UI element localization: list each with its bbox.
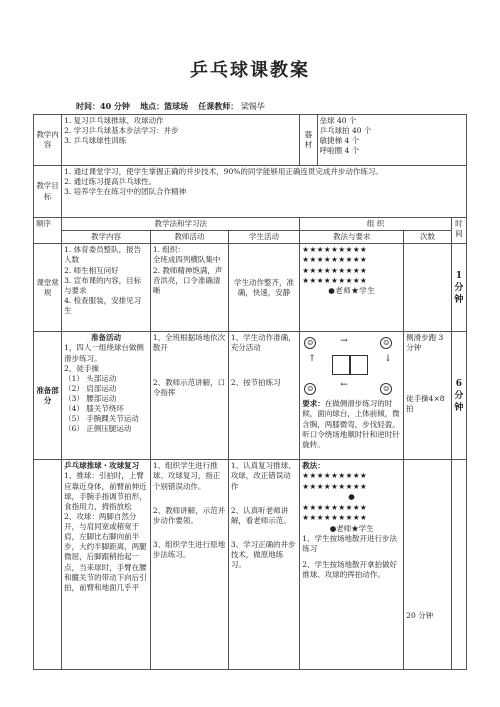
teacher-student-legend: ●老师★学生: [329, 523, 374, 533]
routine-label: 课堂常规: [34, 244, 62, 332]
review-teacher: 1、组织学生进行推球、攻球复习，指正个别错误动作。 2、教师讲解，示范并步动作要领。 3、组织学生进行原地步法练习。: [150, 460, 228, 670]
smiley-icon: ☺: [304, 337, 316, 349]
teacher-student-legend: ●老师★学生: [328, 285, 376, 295]
warmup-content: 准备活动 1，四人一组绕球台做侧滑步练习。 2，徒手操 （1） 头部运动 （2） 肩部运动 （3） 腰部运动 （4） 膝关节绕环 （5） 手腕踝关节运动 （6） 正侧压腿运动: [62, 332, 151, 460]
method-requirement-header: 教法与要求: [300, 231, 404, 244]
count-header: 次数: [404, 231, 452, 244]
review-content: 乒乓球推球・攻球复习 1、推球：引拍时，上臂应靠近身体，前臂前伸近球，手腕手指调节拍形，食指用力，拇指放松 2、攻球：两脚自然分开，与肩同宽或稍宽于肩，左脚比右脚向前半步，大约半脚距离，两腿微屈，后脚跟稍抬起一点，当来球时，手臂在腰和髋关节的带动下向后引拍，前臂和地面几乎平: [62, 460, 151, 670]
time-info: 时间：40 分钟: [76, 101, 130, 111]
review-method: 教法： ★★★★★★★★★ ★★★★★★★★★ ● ★★★★★★★★★ ★★★★★★★★★ ●老师★学生 1、学生按场地散开进行步法练习 2、学生按场地散开拿拍做好推球、攻球的挥拍动作。: [300, 460, 404, 670]
content-header: 教学内容: [62, 231, 151, 244]
arrow-right-icon: →: [340, 336, 348, 347]
teacher-activity-header: 教师活动: [150, 231, 228, 244]
warmup-count: 侧滑步跑 3 分钟 徒手操4×8拍: [404, 332, 452, 460]
teacher-label: 任课教师：: [198, 101, 239, 111]
equipment-label: 器材: [300, 115, 317, 166]
routine-time: 1分钟: [451, 244, 466, 332]
time-header: 时间: [451, 218, 466, 244]
methods-header: 教学法和学习法: [62, 218, 300, 231]
warmup-student: 1、学生动作准确，充分活动 2、按节拍练习: [228, 332, 299, 460]
order-header: 顺序: [34, 218, 62, 244]
smiley-icon: ☺: [304, 383, 316, 395]
review-student: 1、认真复习推球、攻球，改正错误动作 2、认真听老师讲解，看老师示范。 3、学习正确的并步技术，做原地练习。: [228, 460, 299, 670]
goals-list: 1. 通过课堂学习，使学生掌握正确的并步技术，90%的同学能够用正确连贯完成并步动作练习。 2. 通过练习提高乒乓球性。 3. 培养学生在练习中的团队合作精神: [62, 166, 467, 218]
warmup-label: 准备部分: [34, 332, 62, 460]
requirement-label: 要求：: [302, 399, 325, 409]
routine-formation: ★★★★★★★★★ ★★★★★★★★★ ★★★★★★★★★ ★★★★★★★★★ ●老师★学生: [300, 244, 404, 332]
routine-content: 1. 体育委员整队，报告人数 2. 师生相互问好 3. 宣布课的内容，目标与要求 4. 检查服装，安排见习生: [62, 244, 151, 332]
organization-header: 组 织: [300, 218, 452, 231]
review-count: 20 分钟: [404, 460, 452, 670]
warmup-teacher: 1、全班根据场地依次散开 2、教师示范讲解，口令指挥: [150, 332, 228, 460]
student-activity-header: 学生活动: [228, 231, 299, 244]
warmup-method: [300, 332, 404, 460]
table-rotation-diagram: [302, 335, 401, 397]
smiley-icon: ☺: [380, 383, 392, 395]
routine-student: 学生动作整齐，准确，快速，安静: [228, 244, 299, 332]
table-net-line: [349, 355, 351, 375]
review-formation: ★★★★★★★★★ ★★★★★★★★★ ● ★★★★★★★★★ ★★★★★★★★★: [302, 471, 368, 523]
page-title: 乒乓球课教案: [190, 60, 310, 81]
warmup-requirement: 在做侧滑步练习的时候，面向球台，上体前倾，微含胸，两膝微弯，步伐轻盈。听口令绕场地顺时针和逆时针旋转。: [302, 399, 400, 449]
equipment-list: 垒球 40 个 乒乓球拍 40 个 敏捷梯 4 个 呼啦圈 4 个: [317, 115, 466, 166]
smiley-icon: ☺: [380, 337, 392, 349]
goals-label: 教学目标: [34, 166, 62, 218]
teacher-name: 梁锡华: [240, 102, 265, 111]
arrow-up-icon: ↑: [308, 354, 316, 365]
lesson-meta: [76, 101, 265, 112]
method-label: 教法：: [302, 461, 325, 471]
arrow-down-icon: ↓: [384, 354, 392, 365]
lesson-plan-table: [33, 114, 467, 670]
place-info: 地点：篮球场: [140, 101, 189, 111]
routine-teacher: 1. 组织： 全班成四列横队集中 2. 教师精神饱满，声音洪亮，口令准确清晰: [150, 244, 228, 332]
content-list: 1. 复习乒乓球推球、攻球动作 2. 学习乒乓球基本步法学习：并步 3. 乒乓球球性训练: [62, 115, 300, 166]
arrow-left-icon: ←: [340, 380, 348, 391]
content-label: 教学内容: [34, 115, 62, 166]
warmup-time: 6分钟: [451, 332, 466, 460]
